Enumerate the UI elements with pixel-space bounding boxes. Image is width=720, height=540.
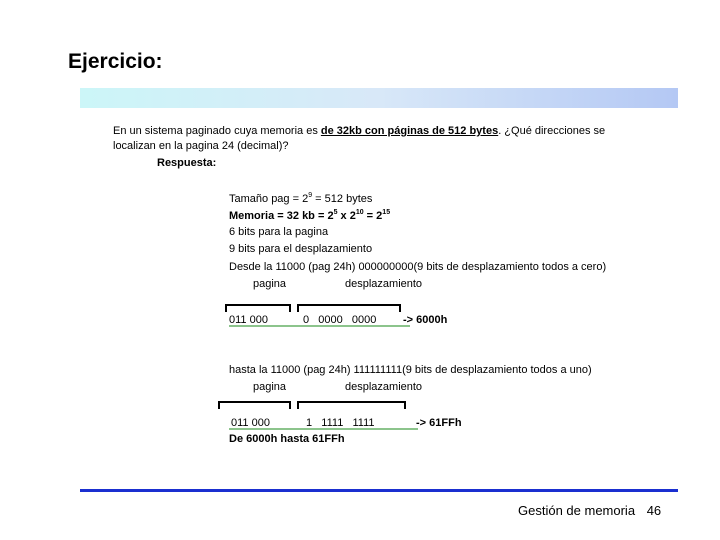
calc-exp: 15: [382, 209, 391, 216]
bits-page-1: 011 000: [229, 314, 268, 326]
page-number: 46: [646, 503, 662, 518]
question-line-2: localizan en la pagina 24 (decimal)?: [113, 140, 289, 152]
answer-label: Respuesta:: [157, 157, 217, 169]
calc-text: Tamaño pag =: [229, 193, 303, 205]
label-pagina-2: pagina: [253, 381, 287, 393]
calc-base: 2: [302, 193, 309, 205]
calc-base: 2: [376, 210, 383, 222]
question-highlight: de 32kb con páginas de 512 bytes: [320, 125, 499, 137]
question-text-c: . ¿Qué direcciones se: [498, 125, 606, 137]
footer-divider: [80, 489, 678, 492]
calc-line-desde: Desde la 11000 (pag 24h) 000000000(9 bits de desplazamiento todos a cero): [229, 261, 607, 273]
calc-line-offset-bits: 9 bits para el desplazamiento: [229, 243, 373, 255]
hasta-line: hasta la 11000 (pag 24h) 111111111(9 bits de desplazamiento todos a uno): [229, 364, 592, 376]
calc-text: =: [363, 210, 377, 222]
calc-exp: 10: [355, 209, 364, 216]
calc-base: 2: [327, 210, 334, 222]
result-1: -> 6000h: [403, 314, 448, 326]
bits-offset-2: 1 1111 1111: [306, 417, 375, 429]
bits-page-2: 011 000: [231, 417, 270, 429]
label-desplazamiento-2: desplazamiento: [345, 381, 423, 393]
calc-line-page-bits: 6 bits para la pagina: [229, 226, 329, 238]
label-desplazamiento: desplazamiento: [345, 278, 423, 290]
slide-title: Ejercicio:: [68, 50, 163, 73]
calc-text: x: [337, 210, 350, 222]
label-pagina: pagina: [253, 278, 287, 290]
calc-text: Memoria = 32 kb =: [229, 210, 328, 222]
bits-offset-1: 0 0000 0000: [303, 314, 377, 326]
question-text-a: En un sistema paginado cuya memoria es: [113, 125, 321, 137]
calc-text: = 512 bytes: [312, 193, 373, 205]
footer-text: Gestión de memoria: [518, 503, 636, 518]
calc-exp: 9: [308, 192, 313, 199]
calc-exp: 5: [333, 209, 338, 216]
footer: [518, 503, 661, 518]
calc-base: 2: [349, 210, 356, 222]
summary-line: De 6000h hasta 61FFh: [229, 433, 345, 445]
result-2: -> 61FFh: [416, 417, 462, 429]
